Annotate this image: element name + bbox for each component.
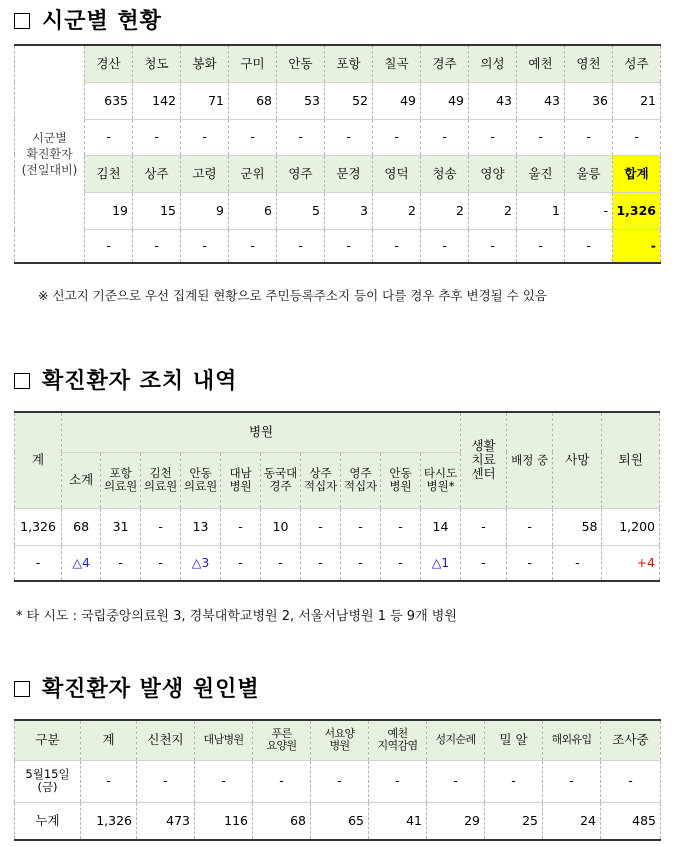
- city-total: 36: [565, 82, 613, 119]
- row-total-label: 누계: [15, 802, 81, 840]
- sub-header: 영주 적십자: [341, 452, 381, 508]
- grand-total-label: 합계: [613, 155, 661, 192]
- sub-header: 김천 의료원: [141, 452, 181, 508]
- cause-value: -: [253, 760, 311, 802]
- city-total: 21: [613, 82, 661, 119]
- city-total: 15: [133, 192, 181, 229]
- patient-measures-table: [14, 411, 660, 582]
- checkbox-square-icon: [14, 373, 30, 389]
- cause-total: 473: [137, 802, 195, 840]
- city-total: 3: [325, 192, 373, 229]
- sub-header: 대남 병원: [221, 452, 261, 508]
- city-change: -: [229, 229, 277, 263]
- city-name: 영주: [277, 155, 325, 192]
- measure-value: 14: [420, 508, 460, 545]
- section-title-by-city: 시군별 현황: [14, 4, 162, 35]
- city-name: 포항: [325, 45, 373, 82]
- cause-total: 1,326: [81, 802, 137, 840]
- city-total: 19: [85, 192, 133, 229]
- cause-total: 116: [195, 802, 253, 840]
- header-assigning: 배정 중: [507, 412, 553, 508]
- city-total: 2: [469, 192, 517, 229]
- city-total: 49: [373, 82, 421, 119]
- city-name: 구미: [229, 45, 277, 82]
- city-name: 군위: [229, 155, 277, 192]
- checkbox-square-icon: [14, 681, 30, 697]
- city-total: 6: [229, 192, 277, 229]
- cause-header: 신천지: [137, 720, 195, 760]
- measure-value: -: [381, 508, 421, 545]
- cause-value: -: [195, 760, 253, 802]
- city-name: 의성: [469, 45, 517, 82]
- cause-header: 계: [81, 720, 137, 760]
- measure-change: △4: [62, 545, 101, 581]
- city-name: 영천: [565, 45, 613, 82]
- city-change: -: [613, 119, 661, 155]
- city-change: -: [421, 119, 469, 155]
- city-name: 예천: [517, 45, 565, 82]
- section-title-causes: 확진환자 발생 원인별: [14, 672, 260, 703]
- cause-header: 조사중: [601, 720, 661, 760]
- cause-value: -: [543, 760, 601, 802]
- sub-header: 안동 병원: [381, 452, 421, 508]
- cause-total: 41: [369, 802, 427, 840]
- city-change: -: [373, 229, 421, 263]
- sub-header: 타시도 병원*: [420, 452, 460, 508]
- city-total: 43: [469, 82, 517, 119]
- city-change: -: [325, 119, 373, 155]
- measure-change: -: [141, 545, 181, 581]
- city-name: 울릉: [565, 155, 613, 192]
- city-total: 142: [133, 82, 181, 119]
- city-total: 5: [277, 192, 325, 229]
- city-name: 청송: [421, 155, 469, 192]
- cause-total: 68: [253, 802, 311, 840]
- cause-value: -: [311, 760, 369, 802]
- measure-value: -: [507, 508, 553, 545]
- city-status-table: [14, 44, 661, 264]
- city-change: -: [85, 119, 133, 155]
- measure-change: -: [15, 545, 62, 581]
- city-name: 청도: [133, 45, 181, 82]
- measure-value: -: [221, 508, 261, 545]
- city-total: 635: [85, 82, 133, 119]
- sub-header: 포항 의료원: [101, 452, 141, 508]
- measure-value: 58: [553, 508, 602, 545]
- city-change: -: [133, 119, 181, 155]
- city-change: -: [181, 229, 229, 263]
- section-title-measures: 확진환자 조치 내역: [14, 364, 237, 395]
- grand-total-change: -: [613, 229, 661, 263]
- city-total: -: [565, 192, 613, 229]
- checkbox-square-icon: [14, 13, 30, 29]
- cause-total: 24: [543, 802, 601, 840]
- city-change: -: [565, 119, 613, 155]
- measure-change: -: [341, 545, 381, 581]
- city-total: 1: [517, 192, 565, 229]
- side-label: 시군별 확진환자 (전일대비): [15, 45, 85, 263]
- measure-change: -: [221, 545, 261, 581]
- header-death: 사망: [553, 412, 602, 508]
- city-name: 영덕: [373, 155, 421, 192]
- sub-header: 안동 의료원: [181, 452, 221, 508]
- city-change: -: [85, 229, 133, 263]
- measure-change: -: [507, 545, 553, 581]
- measure-change: -: [381, 545, 421, 581]
- city-change: -: [277, 229, 325, 263]
- measure-change: -: [301, 545, 341, 581]
- city-total: 71: [181, 82, 229, 119]
- measure-value: 68: [62, 508, 101, 545]
- measure-change: △3: [181, 545, 221, 581]
- cause-value: -: [485, 760, 543, 802]
- city-change: -: [469, 229, 517, 263]
- city-name: 경주: [421, 45, 469, 82]
- city-name: 영양: [469, 155, 517, 192]
- cause-value: -: [601, 760, 661, 802]
- city-total: 53: [277, 82, 325, 119]
- header-discharge: 퇴원: [602, 412, 660, 508]
- cause-header: 대남병원: [195, 720, 253, 760]
- city-total: 52: [325, 82, 373, 119]
- measure-change: -: [460, 545, 506, 581]
- city-change: -: [229, 119, 277, 155]
- measure-value: -: [141, 508, 181, 545]
- city-change: -: [421, 229, 469, 263]
- city-name: 문경: [325, 155, 373, 192]
- city-change: -: [181, 119, 229, 155]
- cause-total: 29: [427, 802, 485, 840]
- sub-header: 동국대 경주: [261, 452, 301, 508]
- measure-change: △1: [420, 545, 460, 581]
- city-total: 2: [373, 192, 421, 229]
- measure-value: -: [341, 508, 381, 545]
- city-name: 성주: [613, 45, 661, 82]
- cause-value: -: [369, 760, 427, 802]
- header-hospital: 병원: [62, 412, 461, 452]
- cause-value: -: [427, 760, 485, 802]
- city-name: 봉화: [181, 45, 229, 82]
- header-life-center: 생활 치료 센터: [460, 412, 506, 508]
- sub-header: 소계: [62, 452, 101, 508]
- city-table-note: ※ 신고지 기준으로 우선 집계된 현황으로 주민등록주소지 등이 다를 경우 추후 변경될 수 있음: [38, 288, 547, 303]
- city-name: 안동: [277, 45, 325, 82]
- cause-header: 서요양 병원: [311, 720, 369, 760]
- measure-value: 13: [181, 508, 221, 545]
- city-total: 49: [421, 82, 469, 119]
- cause-total: 65: [311, 802, 369, 840]
- measure-value: 1,200: [602, 508, 660, 545]
- measure-value: -: [301, 508, 341, 545]
- city-change: -: [469, 119, 517, 155]
- cause-total: 485: [601, 802, 661, 840]
- cause-header: 성지순례: [427, 720, 485, 760]
- city-change: -: [517, 119, 565, 155]
- city-change: -: [325, 229, 373, 263]
- measure-change: -: [553, 545, 602, 581]
- city-name: 경산: [85, 45, 133, 82]
- measure-value: 10: [261, 508, 301, 545]
- measure-change: -: [261, 545, 301, 581]
- cause-header: 구분: [15, 720, 81, 760]
- row-date-label: 5월15일 (금): [15, 760, 81, 802]
- city-change: -: [517, 229, 565, 263]
- measure-value: -: [460, 508, 506, 545]
- city-change: -: [565, 229, 613, 263]
- header-total: 계: [15, 412, 62, 508]
- city-name: 김천: [85, 155, 133, 192]
- city-total: 68: [229, 82, 277, 119]
- cause-header: 푸른 요양원: [253, 720, 311, 760]
- cause-value: -: [137, 760, 195, 802]
- city-name: 칠곡: [373, 45, 421, 82]
- city-name: 고령: [181, 155, 229, 192]
- cause-table: [14, 719, 661, 841]
- city-total: 43: [517, 82, 565, 119]
- cause-total: 25: [485, 802, 543, 840]
- city-name: 상주: [133, 155, 181, 192]
- measure-change: -: [101, 545, 141, 581]
- measure-value: 1,326: [15, 508, 62, 545]
- city-total: 2: [421, 192, 469, 229]
- measures-table-note: * 타 시도 : 국립중앙의료원 3, 경북대학교병원 2, 서울서남병원 1 등 9개 병원: [16, 609, 457, 624]
- measure-change: +4: [602, 545, 660, 581]
- sub-header: 상주 적십자: [301, 452, 341, 508]
- city-change: -: [277, 119, 325, 155]
- city-change: -: [133, 229, 181, 263]
- city-name: 울진: [517, 155, 565, 192]
- grand-total-value: 1,326: [613, 192, 661, 229]
- cause-header: 예천 지역감염: [369, 720, 427, 760]
- cause-value: -: [81, 760, 137, 802]
- city-change: -: [373, 119, 421, 155]
- cause-header: 해외유입: [543, 720, 601, 760]
- measure-value: 31: [101, 508, 141, 545]
- cause-header: 밀 알: [485, 720, 543, 760]
- city-total: 9: [181, 192, 229, 229]
